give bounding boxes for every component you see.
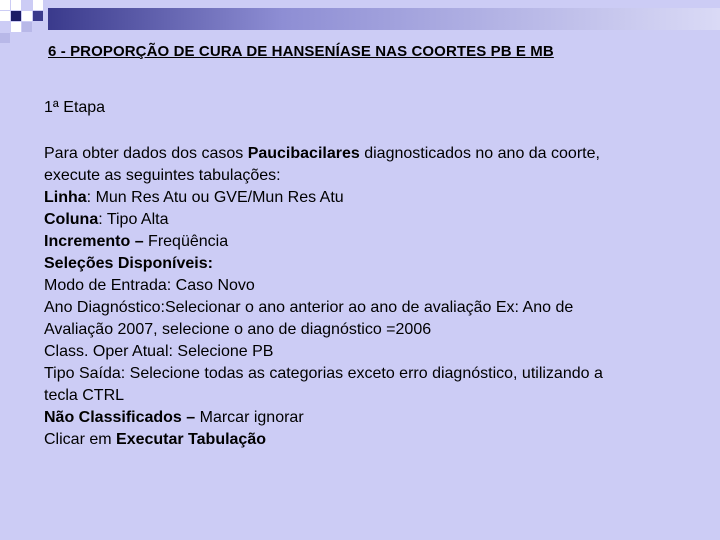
instruction-line: Seleções Disponíveis: xyxy=(44,255,213,272)
deco-square xyxy=(33,11,43,21)
instruction-line: Tipo Saída: Selecione todas as categorias exceto erro diagnóstico, utilizando a xyxy=(44,365,603,382)
instruction-line: Linha: Mun Res Atu ou GVE/Mun Res Atu xyxy=(44,189,344,206)
deco-square xyxy=(0,33,10,43)
stage-label: 1ª Etapa xyxy=(44,99,106,116)
instruction-line: Para obter dados dos casos Paucibacilares diagnosticados no ano da coorte, xyxy=(44,145,600,162)
instruction-line: Não Classificados – Marcar ignorar xyxy=(44,409,304,426)
deco-square xyxy=(11,11,21,21)
deco-square xyxy=(22,11,32,21)
header-band xyxy=(48,8,720,30)
header-decoration xyxy=(0,0,720,45)
instruction-line: Class. Oper Atual: Selecione PB xyxy=(44,343,274,360)
instruction-line: tecla CTRL xyxy=(44,387,125,404)
deco-square xyxy=(11,22,21,32)
instruction-line: Coluna: Tipo Alta xyxy=(44,211,169,228)
deco-square xyxy=(0,0,10,10)
instructions-text xyxy=(44,143,694,451)
instruction-line: Incremento – Freqüência xyxy=(44,233,229,250)
instruction-line: Clicar em Executar Tabulação xyxy=(44,431,266,448)
instruction-line: Avaliação 2007, selecione o ano de diagnóstico =2006 xyxy=(44,321,432,338)
instruction-line: execute as seguintes tabulações: xyxy=(44,167,281,184)
instruction-line: Ano Diagnóstico:Selecionar o ano anterior ao ano de avaliação Ex: Ano de xyxy=(44,299,574,316)
deco-square xyxy=(22,22,32,32)
page-title: 6 - PROPORÇÃO DE CURA DE HANSENÍASE NAS COORTES PB E MB xyxy=(48,43,554,60)
deco-square xyxy=(33,0,43,10)
deco-square xyxy=(0,11,10,21)
deco-square xyxy=(11,0,21,10)
instruction-line: Modo de Entrada: Caso Novo xyxy=(44,277,255,294)
